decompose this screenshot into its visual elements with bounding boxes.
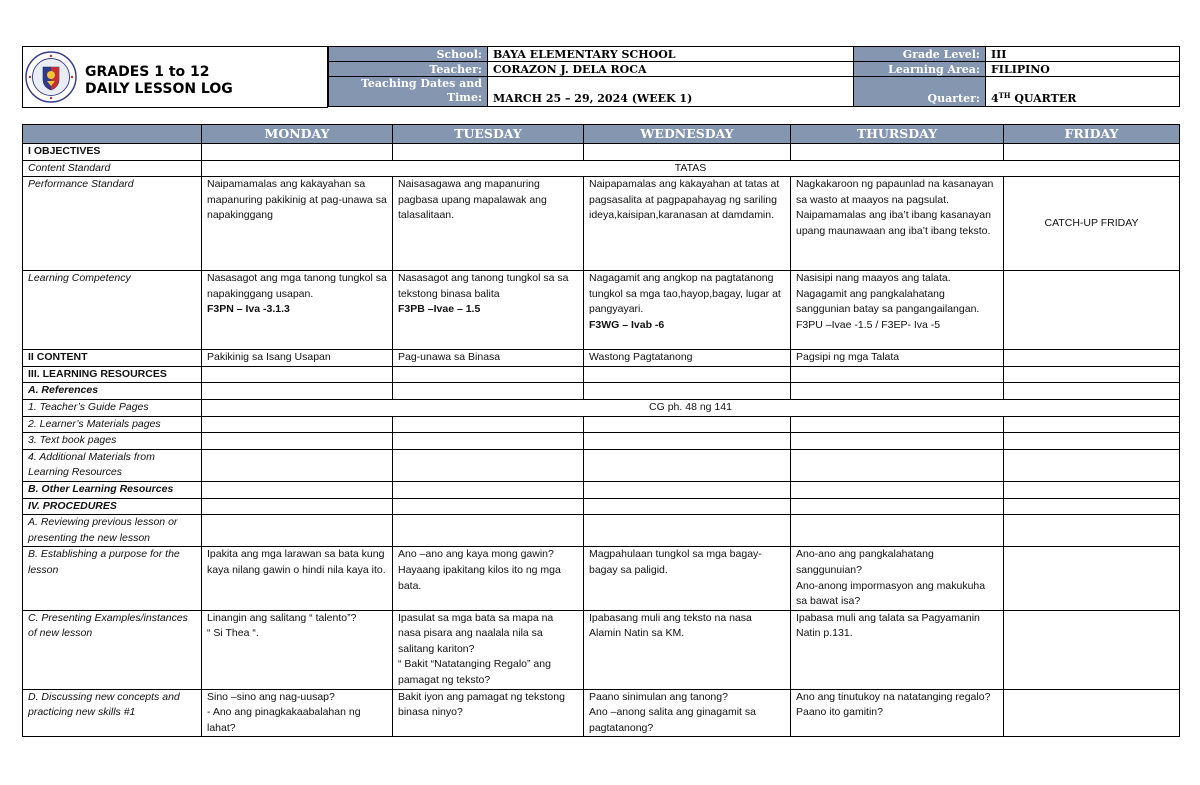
school-label: School: bbox=[329, 47, 488, 62]
presenting-wednesday: Ipabasang muli ang teksto na nasa Alamin Natin sa KM. bbox=[584, 610, 791, 689]
procedures-heading: IV. PROCEDURES bbox=[23, 498, 202, 515]
grade-level-label: Grade Level: bbox=[854, 47, 986, 62]
table-row bbox=[23, 366, 1180, 383]
daily-lesson-log-table bbox=[22, 124, 1180, 737]
performance-standard-monday: Naipamamalas ang kakayahan sa mapanuring pakikinig at pag-unawa sa napakinggang bbox=[202, 177, 393, 271]
text-book-label: 3. Text book pages bbox=[23, 433, 202, 450]
establishing-tuesday: Ano –ano ang kaya mong gawin? Hayaang ipakitang kilos ito ng mga bata. bbox=[393, 547, 584, 610]
establishing-wednesday: Magpahulaan tungkol sa mga bagay-bagay sa paligid. bbox=[584, 547, 791, 610]
grade-level-value: III bbox=[986, 47, 1180, 62]
teaching-dates-label bbox=[329, 77, 488, 107]
learning-competency-monday bbox=[202, 271, 393, 350]
teacher-value: CORAZON J. DELA ROCA bbox=[488, 62, 854, 77]
table-row bbox=[23, 515, 1180, 547]
day-wednesday: WEDNESDAY bbox=[584, 125, 791, 144]
presenting-examples-label: C. Presenting Examples/instances of new lesson bbox=[23, 610, 202, 689]
day-thursday: THURSDAY bbox=[791, 125, 1004, 144]
day-tuesday: TUESDAY bbox=[393, 125, 584, 144]
discussing-tuesday: Bakit iyon ang pamagat ng tekstong binasa ninyo? bbox=[393, 689, 584, 737]
quarter-label: Quarter: bbox=[854, 77, 986, 107]
quarter-suffix: TH bbox=[998, 91, 1011, 100]
title-line-2: DAILY LESSON LOG bbox=[85, 81, 233, 97]
header-logo-box bbox=[22, 46, 328, 108]
table-row bbox=[23, 547, 1180, 610]
learning-competency-thursday: Nasisipi nang maayos ang talata. Nagagamit ang pangkalahatang sanggunian batay sa pangangailangan. F3PU –Ivae -1.5 / F3EP- Iva -5 bbox=[791, 271, 1004, 350]
learning-area-label: Learning Area: bbox=[854, 62, 986, 77]
table-row bbox=[23, 449, 1180, 481]
lesson-info-table bbox=[328, 46, 1180, 107]
deped-seal-icon bbox=[25, 51, 77, 103]
learning-resources-heading: III. LEARNING RESOURCES bbox=[23, 366, 202, 383]
content-wednesday: Wastong Pagtatanong bbox=[584, 350, 791, 367]
competency-text: Nagagamit ang angkop na pagtatanong tungkol sa mga tao,hayop,bagay, lugar at pangyayari. bbox=[589, 272, 781, 316]
content-monday: Pakikinig sa Isang Usapan bbox=[202, 350, 393, 367]
content-tuesday: Pag-unawa sa Binasa bbox=[393, 350, 584, 367]
performance-standard-tuesday: Naisasagawa ang mapanuring pagbasa upang mapalawak ang talasalitaan. bbox=[393, 177, 584, 271]
reviewing-label: A. Reviewing previous lesson or presenting the new lesson bbox=[23, 515, 202, 547]
learning-competency-label: Learning Competency bbox=[23, 271, 202, 350]
performance-standard-label: Performance Standard bbox=[23, 177, 202, 271]
table-row bbox=[23, 689, 1180, 737]
teacher-label: Teacher: bbox=[329, 62, 488, 77]
establishing-monday: Ipakita ang mga larawan sa bata kung kaya nilang gawin o hindi nila kaya ito. bbox=[202, 547, 393, 610]
learning-area-value: FILIPINO bbox=[986, 62, 1180, 77]
quarter-word: QUARTER bbox=[1010, 92, 1077, 105]
other-resources-heading: B. Other Learning Resources bbox=[23, 481, 202, 498]
establishing-purpose-label: B. Establishing a purpose for the lesson bbox=[23, 547, 202, 610]
content-label: II CONTENT bbox=[23, 350, 202, 367]
quarter-value bbox=[986, 77, 1180, 107]
corner-cell bbox=[23, 125, 202, 144]
table-row bbox=[23, 177, 1180, 271]
content-thursday: Pagsipi ng mga Talata bbox=[791, 350, 1004, 367]
table-row bbox=[23, 481, 1180, 498]
title-line-1: GRADES 1 to 12 bbox=[85, 64, 210, 80]
objectives-heading: I OBJECTIVES bbox=[23, 144, 202, 161]
competency-text: Nasasagot ang tanong tungkol sa sa tekstong binasa balita bbox=[398, 272, 569, 300]
day-monday: MONDAY bbox=[202, 125, 393, 144]
table-row bbox=[23, 350, 1180, 367]
teaching-dates-label-line2: Time: bbox=[446, 91, 482, 104]
day-friday: FRIDAY bbox=[1004, 125, 1180, 144]
presenting-thursday: Ipabasa muli ang talata sa Pagyamanin Natin p.131. bbox=[791, 610, 1004, 689]
performance-standard-wednesday: Naipapamalas ang kakayahan at tatas at pagsasalita at pagpapahayag ng sariling ideya,kaisipan,karanasan at damdamin. bbox=[584, 177, 791, 271]
table-row bbox=[23, 610, 1180, 689]
presenting-tuesday: Ipasulat sa mga bata sa mapa na nasa pisara ang naalala nila sa salitang kariton? “ Bakit “Natatanging Regalo” ang pamagat ng teksto? bbox=[393, 610, 584, 689]
discussing-concepts-label: D. Discussing new concepts and practicing new skills #1 bbox=[23, 689, 202, 737]
days-header-row bbox=[23, 125, 1180, 144]
table-row bbox=[23, 271, 1180, 350]
catch-up-friday: CATCH-UP FRIDAY bbox=[1004, 177, 1180, 271]
teaching-dates-value: MARCH 25 – 29, 2024 (WEEK 1) bbox=[488, 77, 854, 107]
discussing-thursday: Ano ang tinutukoy na natatanging regalo? Paano ito gamitin? bbox=[791, 689, 1004, 737]
table-row bbox=[23, 144, 1180, 161]
competency-code: F3WG – Ivab -6 bbox=[589, 318, 665, 331]
presenting-monday: Linangin ang salitang “ talento”? “ Si Thea “. bbox=[202, 610, 393, 689]
table-row bbox=[23, 433, 1180, 450]
table-row bbox=[23, 399, 1180, 416]
learning-competency-wednesday bbox=[584, 271, 791, 350]
content-standard-label: Content Standard bbox=[23, 160, 202, 177]
competency-code: F3PB –Ivae – 1.5 bbox=[398, 303, 481, 316]
content-standard-value: TATAS bbox=[202, 160, 1180, 177]
learners-materials-label: 2. Learner’s Materials pages bbox=[23, 416, 202, 433]
teachers-guide-label: 1. Teacher’s Guide Pages bbox=[23, 399, 202, 416]
table-row bbox=[23, 160, 1180, 177]
references-heading: A. References bbox=[23, 383, 202, 400]
performance-standard-thursday: Nagkakaroon ng papaunlad na kasanayan sa wasto at maayos na pagsulat. Naipamamalas ang iba’t ibang kasanayan upang maunawaan ang iba’t ibang teksto. bbox=[791, 177, 1004, 271]
teachers-guide-value: CG ph. 48 ng 141 bbox=[202, 399, 1180, 416]
competency-text: Nasasagot ang mga tanong tungkol sa napakinggang usapan. bbox=[207, 272, 387, 300]
additional-materials-label: 4. Additional Materials from Learning Resources bbox=[23, 449, 202, 481]
table-row bbox=[23, 498, 1180, 515]
table-row bbox=[23, 383, 1180, 400]
page-title bbox=[85, 64, 233, 98]
quarter-number: 4 bbox=[991, 92, 999, 105]
competency-code: F3PN – Iva -3.1.3 bbox=[207, 303, 290, 316]
school-value: BAYA ELEMENTARY SCHOOL bbox=[488, 47, 854, 62]
discussing-monday: Sino –sino ang nag-uusap? - Ano ang pinagkakaabalahan ng lahat? bbox=[202, 689, 393, 737]
teaching-dates-label-line1: Teaching Dates and bbox=[360, 77, 482, 90]
establishing-thursday: Ano-ano ang pangkalahatang sanggunuian? Ano-anong impormasyon ang makukuha sa bawat isa? bbox=[791, 547, 1004, 610]
learning-competency-tuesday bbox=[393, 271, 584, 350]
table-row bbox=[23, 416, 1180, 433]
discussing-wednesday: Paano sinimulan ang tanong? Ano –anong salita ang ginagamit sa pagtatanong? bbox=[584, 689, 791, 737]
